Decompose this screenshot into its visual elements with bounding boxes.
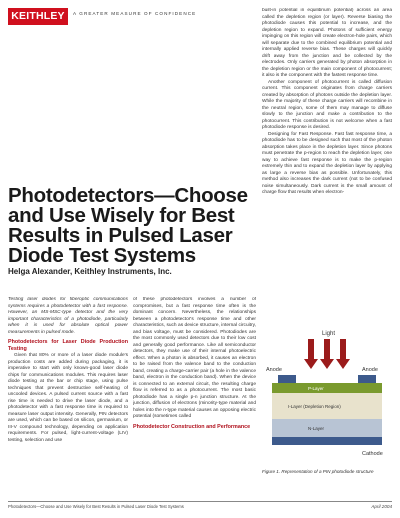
light-label: Light xyxy=(322,331,336,337)
anode-label-left: Anode xyxy=(266,367,282,373)
keithley-logo: KEITHLEY xyxy=(8,8,68,25)
col3-paragraph-2: Another component of photocurrent is called diffusion current. This component originates from charge carriers created by absorption of photons outside the depletion layer. While the majority of these charge carriers will recombine in the neutral region, some of them may manage to diffuse slowly to the junction and make a contribution to the photocurrent. This contribution is not welcome when a fast photodiode response is desired. xyxy=(262,79,392,130)
column-1 xyxy=(8,297,128,487)
pin-photodiode-figure xyxy=(262,325,392,465)
n-layer xyxy=(272,419,382,437)
light-arrow-2 xyxy=(320,339,334,369)
column-3 xyxy=(262,8,392,320)
article-title: Photodetectors—Choose and Use Wisely for Best Results in Pulsed Laser Diode Test Systems xyxy=(8,184,248,267)
tagline: A GREATER MEASURE OF CONFIDENCE xyxy=(73,11,197,16)
anode-label-right: Anode xyxy=(362,367,378,373)
section-heading-2: Photodetector Construction and Performance xyxy=(133,423,251,430)
col3-paragraph-3: Designing for Fast Response. Fast fast response time, a photodiode has to be designed such that most of the photon absorption takes place in the depletion layer. Since photons must penetrate the p-region to reach the depletion layer, one way to achieve fast response is to make the p-region extremely thin and to expand the depletion layer by applying as large a reverse bias as possible. Unfortunately, this method also increases the dark current (not to be confused noise simultaneously. Dark current is the small amount of charge flow that results when electron- xyxy=(262,131,392,195)
p-layer xyxy=(272,383,382,393)
column-2-lead: of these photodetectors involves a number of compromises, but a fast response time often is the dominant concern. Nevertheless, the relationships between a photodetector's response time and other characteristics, such as device structure, internal circuitry, and bias voltage, must be considered. Photodiodes are the most commonly used detectors due to their low cost and generally good performance. Like all semiconductor detectors, they make use of their internal photoelectric effect. When a photon is absorbed, it causes an electron to be raised from the valence band to the conduction band, creating a charge-carrier pair (a hole in the valence band, electron in the conduction band). When the device is connected to an external circuit, the resulting charge flow is referred to as a photocurrent. The most basic photodiode has a single p-n junction structure. At the junction, diffusion of electrons (minority-type material and holes into the n-type material causes an opposing electric potential (sometimes called xyxy=(133,297,256,419)
p-layer-label: P-Layer xyxy=(308,386,324,391)
section-heading-1: Photodetectors for Laser Diode Production Testing xyxy=(8,339,128,352)
author-line: Helga Alexander, Keithley Instruments, Inc. xyxy=(8,267,172,276)
light-arrows xyxy=(304,339,350,369)
n-layer-label: N-Layer xyxy=(308,426,325,431)
intro-paragraph: Testing laser diodes for fiberoptic communications systems requires a photodetector with a fast response. However, an MS-MSC-type detector and the very important characteristics of a photodiode, particularly when it is used for absolute optical power measurements in pulsed mode. xyxy=(8,297,128,335)
section-1-body: Given that 80% or more of a laser diode module's production costs are added during packaging, it is imperative to start with only known-good laser diode chips for communications modules. This requires laser diode testing at the bar or chip stage, using pulse techniques that prevent destructive self-heating of uncooled devices. A pulsed current source with a fast rise time is needed to drive the laser diode, and a photodetector with a fast response time is required to measure laser output intensity. Generally, PIN detectors are used, which can be based on silicon, germanium, or III-V compound technology, depending on application requirements. For pulsed, light-current-voltage (LIV) testing, selection and use xyxy=(8,353,128,443)
anode-contact-left xyxy=(278,375,296,383)
figure-caption: Figure 1. Representation of a PIN photodiode structure xyxy=(262,469,374,474)
footer-title: Photodetectors—Choose and Use Wisely for Best Results in Pulsed Laser Diode Test Systems xyxy=(8,504,184,509)
light-arrow-1 xyxy=(304,339,318,369)
light-arrow-3 xyxy=(336,339,350,369)
footer-rule xyxy=(8,501,392,502)
col3-paragraph-1: built-in potential in equilibrium potential) across an area called the depletion region (or layer). Reverse biasing the photodiode causes this potential to increase, and the depletion region to expand. Photons of sufficient energy impinging on this region will create electron-hole pairs, which will separate due to the combined equilibrium potential and internally applied reverse bias. These charges will quickly drift away from the junction and be collected by the electrodes. Only carriers generated by photon absorption in the depletion region or the main component of photocurrent; it also is the component with the fastest response time. xyxy=(262,8,392,78)
i-layer-label: I-Layer (Depletion Region) xyxy=(288,404,341,409)
cathode-contact xyxy=(272,437,382,445)
footer-date: April 2004 xyxy=(371,504,392,509)
cathode-label: Cathode xyxy=(362,451,383,457)
anode-contact-right xyxy=(358,375,376,383)
column-2 xyxy=(133,297,256,487)
